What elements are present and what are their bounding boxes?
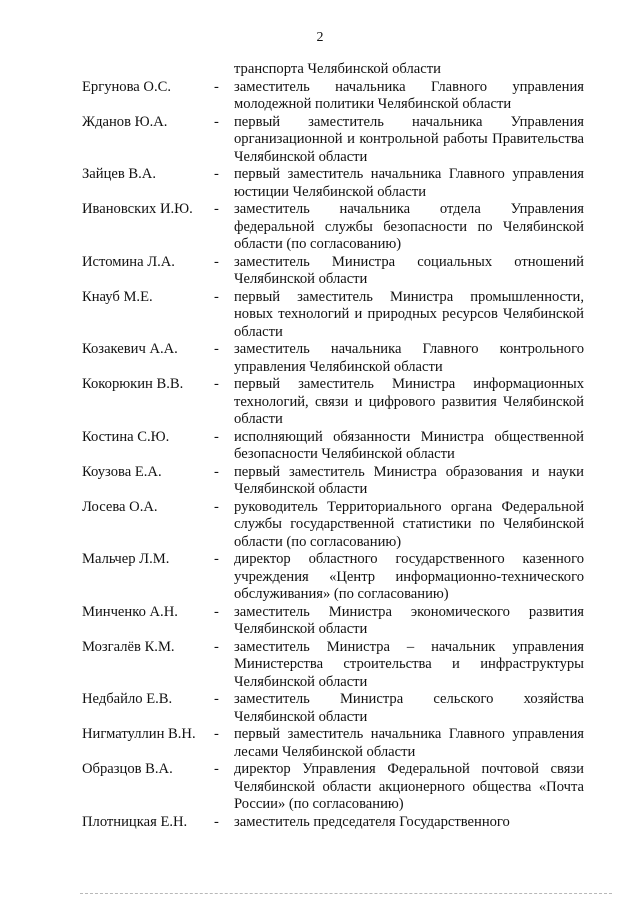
member-position: исполняющий обязанности Министра общественной безопасности Челябинской области <box>234 428 584 462</box>
dash-separator: - <box>214 201 219 217</box>
dash-separator: - <box>214 341 219 357</box>
member-position: заместитель Министра сельского хозяйства Челябинской области <box>234 691 584 725</box>
dash-separator: - <box>214 166 219 182</box>
dash-separator: - <box>214 498 219 515</box>
list-item <box>82 464 584 499</box>
list-item <box>82 376 584 429</box>
member-position: первый заместитель Министра промышленности, новых технологий и природных ресурсов Челябинской области <box>234 288 584 340</box>
member-name: Мальчер Л.М. <box>82 551 170 567</box>
member-position: первый заместитель начальника Главного управления лесами Челябинской области <box>234 726 584 760</box>
member-position: руководитель Территориального органа Федеральной службы государственной статистики по Челябинской области (по согласованию) <box>234 498 584 550</box>
member-name: Нигматуллин В.Н. <box>82 726 196 742</box>
dash-separator: - <box>214 288 219 305</box>
member-name: Истомина Л.А. <box>82 253 175 270</box>
list-item <box>82 604 584 639</box>
member-name: Зайцев В.А. <box>82 166 156 182</box>
member-position: заместитель Министра – начальник управления Министерства строительства и инфраструктуры Челябинской области <box>234 638 584 690</box>
member-position: первый заместитель Министра информационных технологий, связи и цифрового развития Челябинской области <box>234 376 584 427</box>
list-item <box>82 499 584 552</box>
member-name: Недбайло Е.В. <box>82 691 173 707</box>
dash-separator: - <box>214 376 219 392</box>
member-position: директор Управления Федеральной почтовой связи Челябинской области акционерного общества «Почта России» (по согласованию) <box>234 761 584 812</box>
member-position: первый заместитель начальника Управления организационной и контрольной работы Правительства Челябинской области <box>234 113 584 165</box>
member-position: первый заместитель Министра образования и науки Челябинской области <box>234 463 584 497</box>
member-name: Кокорюкин В.В. <box>82 376 184 392</box>
member-position: заместитель начальника отдела Управления федеральной службы безопасности по Челябинской области (по согласованию) <box>234 201 584 252</box>
member-name: Ивановских И.Ю. <box>82 201 193 217</box>
member-position: заместитель председателя Государственного <box>234 813 510 830</box>
list-item <box>82 551 584 604</box>
member-name: Коузова Е.А. <box>82 463 162 480</box>
member-position: заместитель начальника Главного управления молодежной политики Челябинской области <box>234 78 584 112</box>
member-position: заместитель начальника Главного контрольного управления Челябинской области <box>234 341 584 375</box>
list-item <box>82 639 584 692</box>
list-item <box>82 201 584 254</box>
member-position: директор областного государственного казенного учреждения «Центр информационно-технического обслуживания» (по согласованию) <box>234 551 584 602</box>
member-name: Кнауб М.Е. <box>82 288 153 305</box>
list-item <box>82 254 584 289</box>
list-item <box>82 691 584 726</box>
dash-separator: - <box>214 813 219 830</box>
dash-separator: - <box>214 551 219 567</box>
member-position: заместитель Министра социальных отношений Челябинской области <box>234 253 584 287</box>
list-item <box>82 341 584 376</box>
dash-separator: - <box>214 78 219 95</box>
list-item <box>82 761 584 814</box>
bottom-rule <box>80 893 612 894</box>
member-name: Жданов Ю.А. <box>82 113 168 130</box>
dash-separator: - <box>214 691 219 707</box>
list-item <box>82 289 584 342</box>
member-list <box>82 61 584 831</box>
member-position: первый заместитель начальника Главного управления юстиции Челябинской области <box>234 166 584 200</box>
list-item <box>82 114 584 167</box>
member-name: Ергунова О.С. <box>82 78 171 95</box>
list-item <box>82 726 584 761</box>
list-item <box>82 814 584 832</box>
list-item <box>82 79 584 114</box>
continuation-text: транспорта Челябинской области <box>234 61 441 77</box>
member-name: Мозгалёв К.М. <box>82 638 175 655</box>
member-name: Костина С.Ю. <box>82 428 170 445</box>
dash-separator: - <box>214 463 219 480</box>
member-name: Лосева О.А. <box>82 498 158 515</box>
entries <box>82 79 584 832</box>
member-name: Козакевич А.А. <box>82 341 178 357</box>
dash-separator: - <box>214 428 219 445</box>
page-number: 2 <box>316 30 324 45</box>
dash-separator: - <box>214 253 219 270</box>
list-item <box>82 429 584 464</box>
continuation-row <box>82 61 584 79</box>
dash-separator: - <box>214 113 219 130</box>
dash-separator: - <box>214 638 219 655</box>
member-name: Плотницкая Е.Н. <box>82 813 188 830</box>
list-item <box>82 166 584 201</box>
member-name: Минченко А.Н. <box>82 603 178 620</box>
dash-separator: - <box>214 761 219 777</box>
dash-separator: - <box>214 603 219 620</box>
dash-separator: - <box>214 726 219 742</box>
member-name: Образцов В.А. <box>82 761 173 777</box>
member-position: заместитель Министра экономического развития Челябинской области <box>234 603 584 637</box>
